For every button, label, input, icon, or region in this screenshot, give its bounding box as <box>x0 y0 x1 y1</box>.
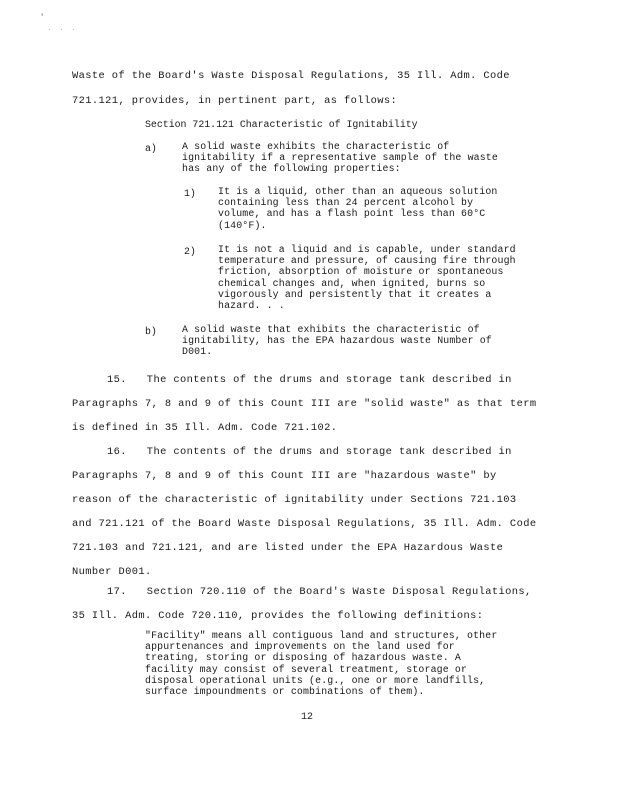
corner-mark: ' <box>40 14 46 22</box>
item-label: b) <box>145 326 157 337</box>
body-line: Paragraphs 7, 8 and 9 of this Count III are "hazardous waste" by <box>72 470 497 482</box>
paragraph-17: 17. Section 720.110 of the Board's Waste Disposal Regulations, <box>107 586 532 598</box>
body-line: Paragraphs 7, 8 and 9 of this Count III are "solid waste" as that term <box>72 398 537 410</box>
corner-dots: . . . <box>48 26 79 32</box>
item-label: 2) <box>184 246 196 257</box>
item-label: 1) <box>184 188 196 199</box>
body-line: Waste of the Board's Waste Disposal Regulations, 35 Ill. Adm. Code <box>72 70 510 82</box>
item-text: A solid waste exhibits the characteristic of ignitability if a representative sample of the waste has any of the following properties: <box>182 141 498 175</box>
item-text: It is a liquid, other than an aqueous solution containing less than 24 percent alcohol by volume, and has a flash point less than 60°C (140°F). <box>218 186 498 231</box>
body-line: Number D001. <box>72 566 152 578</box>
body-line: 721.121, provides, in pertinent part, as follows: <box>72 95 398 107</box>
body-line: 721.103 and 721.121, and are listed under the EPA Hazardous Waste <box>72 542 504 554</box>
facility-definition: "Facility" means all contiguous land and structures, other appurtenances and improvements on the land used for treating, storing or disposing of hazardous waste. A facility may consist of several treatment, storage or disposal operational units (e.g., one or more landfills, surface impoundments or combinations of them). <box>145 630 498 698</box>
body-line: 35 Ill. Adm. Code 720.110, provides the following definitions: <box>72 610 484 622</box>
item-text: It is not a liquid and is capable, under standard temperature and pressure, of causing fire through friction, absorption of moisture or spontaneous chemical changes and, when ignited, burns so vigorously and persistently that it creates a hazard. . . <box>218 244 516 312</box>
item-text: A solid waste that exhibits the characteristic of ignitability, has the EPA hazardous waste Number of D001. <box>182 324 492 358</box>
body-line: and 721.121 of the Board Waste Disposal Regulations, 35 Ill. Adm. Code <box>72 518 537 530</box>
body-line: reason of the characteristic of ignitability under Sections 721.103 <box>72 494 517 506</box>
body-line: is defined in 35 Ill. Adm. Code 721.102. <box>72 422 338 434</box>
paragraph-15: 15. The contents of the drums and storage tank described in <box>107 374 512 386</box>
paragraph-16: 16. The contents of the drums and storage tank described in <box>107 446 512 458</box>
item-label: a) <box>145 143 157 154</box>
page-number: 12 <box>301 712 314 723</box>
section-heading: Section 721.121 Characteristic of Ignitability <box>145 119 418 130</box>
